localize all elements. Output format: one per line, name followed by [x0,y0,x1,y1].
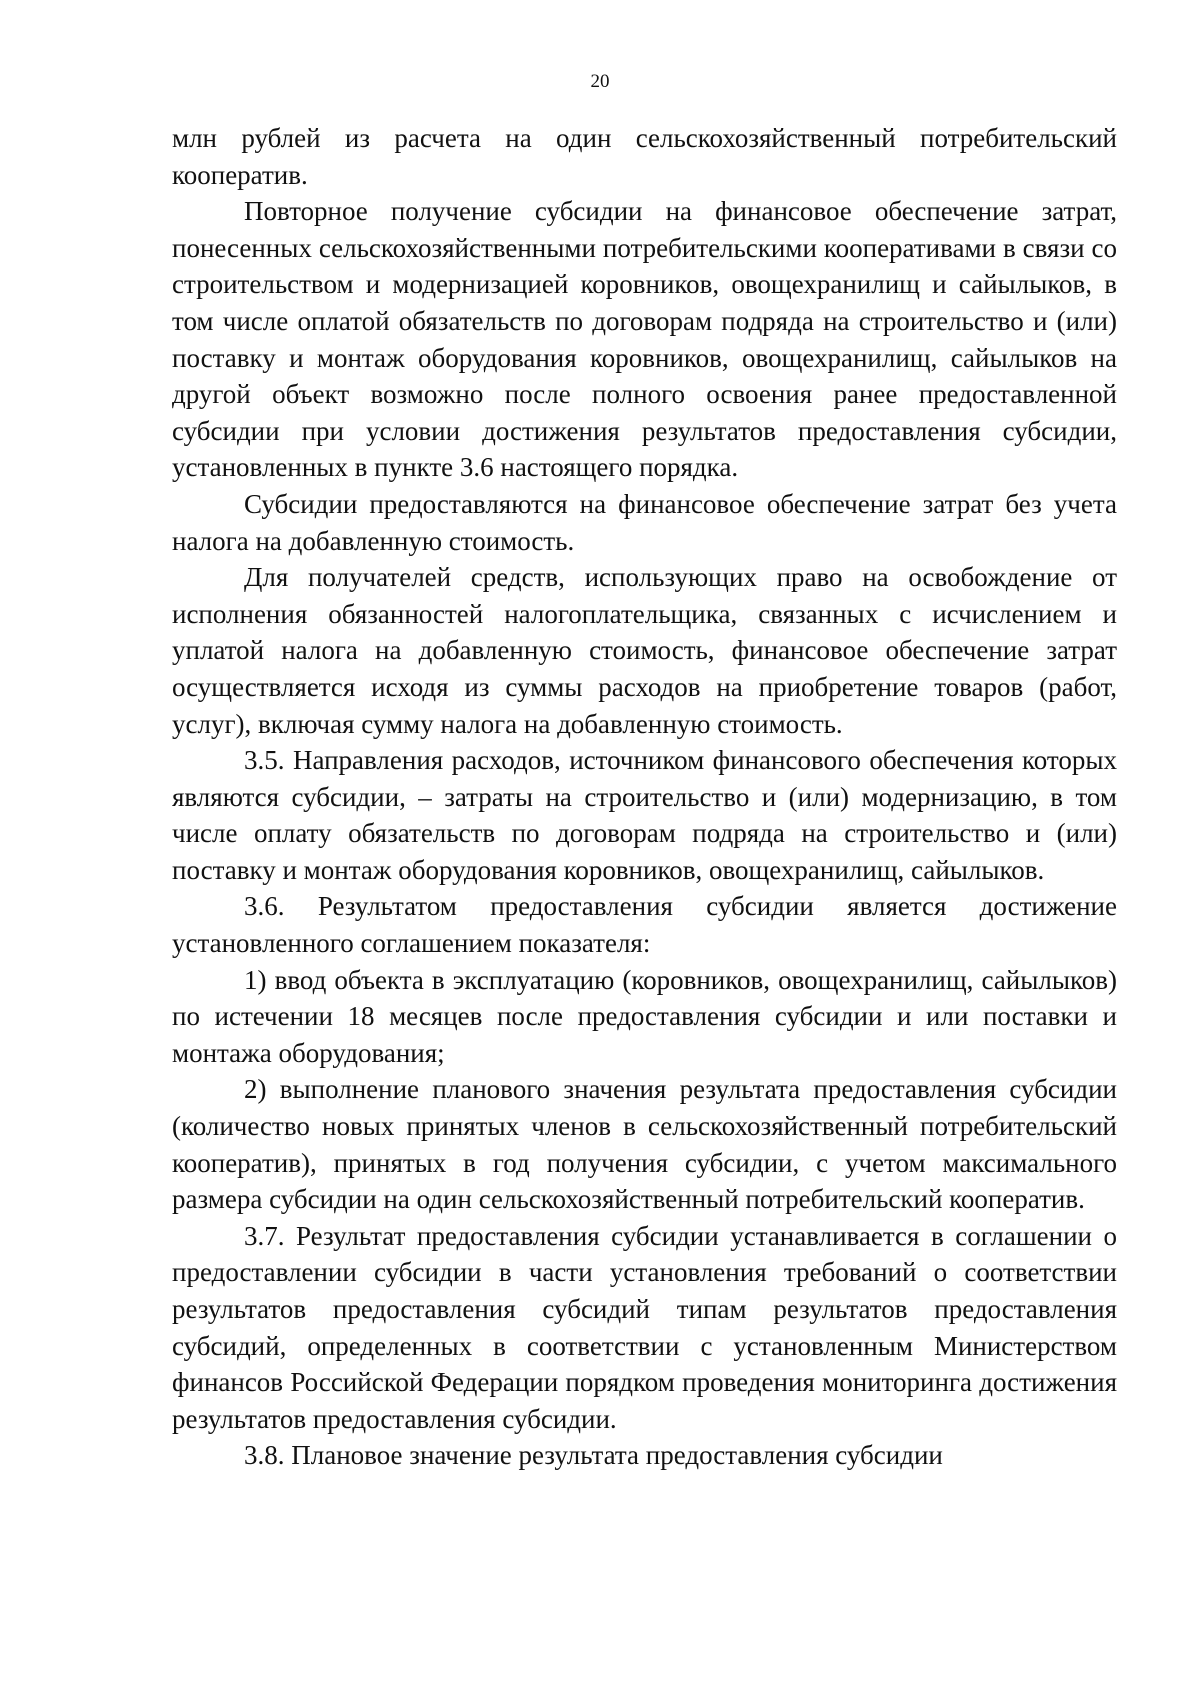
paragraph-vat-exclusion: Субсидии предоставляются на финансовое обеспечение затрат без учета налога на добавленную стоимость. [172,488,1117,556]
paragraph-repeated-subsidy: Повторное получение субсидии на финансовое обеспечение затрат, понесенных сельскохозяйственными потребительскими кооперативами в связи со строительством и модернизацией коровников, овощехранилищ и сайылыков, в том числе оплатой обязательств по договорам подряда на строительство и (или) поставку и монтаж оборудования коровников, овощехранилищ, сайылыков на другой объект возможно после полного освоения ранее предоставленной субсидии при условии достижения результатов предоставления субсидии, установленных в пункте 3.6 настоящего порядка. [172,196,1117,483]
paragraph-3-6-item-2: 2) выполнение планового значения результата предоставления субсидии (количество новых принятых членов в сельскохозяйственный потребительский кооператив), принятых в год получения субсидии, с учетом максимального размера субсидии на один сельскохозяйственный потребительский кооператив. [172,1074,1117,1215]
document-body [172,120,1117,1474]
paragraph-3-6-item-1: 1) ввод объекта в эксплуатацию (коровников, овощехранилищ, сайылыков) по истечении 18 месяцев после предоставления субсидии и или поставки и монтажа оборудования; [172,964,1117,1068]
page-number: 20 [590,71,610,92]
paragraph-vat-exemption: Для получателей средств, использующих право на освобождение от исполнения обязанностей налогоплательщика, связанных с исчислением и уплатой налога на добавленную стоимость, финансовое обеспечение затрат осуществляется исходя из суммы расходов на приобретение товаров (работ, услуг), включая сумму налога на добавленную стоимость. [172,562,1117,739]
paragraph-continuation: млн рублей из расчета на один сельскохозяйственный потребительский кооператив. [172,123,1117,190]
paragraph-3-5: 3.5. Направления расходов, источником финансового обеспечения которых являются субсидии, – затраты на строительство и (или) модернизацию, в том числе оплату обязательств по договорам подряда на строительство и (или) поставку и монтаж оборудования коровников, овощехранилищ, сайылыков. [172,745,1117,885]
paragraph-3-7: 3.7. Результат предоставления субсидии устанавливается в соглашении о предоставлении субсидии в части установления требований о соответствии результатов предоставления субсидий типам результатов предоставления субсидий, определенных в соответствии с установленным Министерством финансов Российской Федерации порядком проведения мониторинга достижения результатов предоставления субсидии. [172,1220,1117,1434]
paragraph-3-6: 3.6. Результатом предоставления субсидии является достижение установленного соглашением показателя: [172,891,1117,959]
paragraph-3-8: 3.8. Плановое значение результата предоставления субсидии [244,1440,943,1471]
